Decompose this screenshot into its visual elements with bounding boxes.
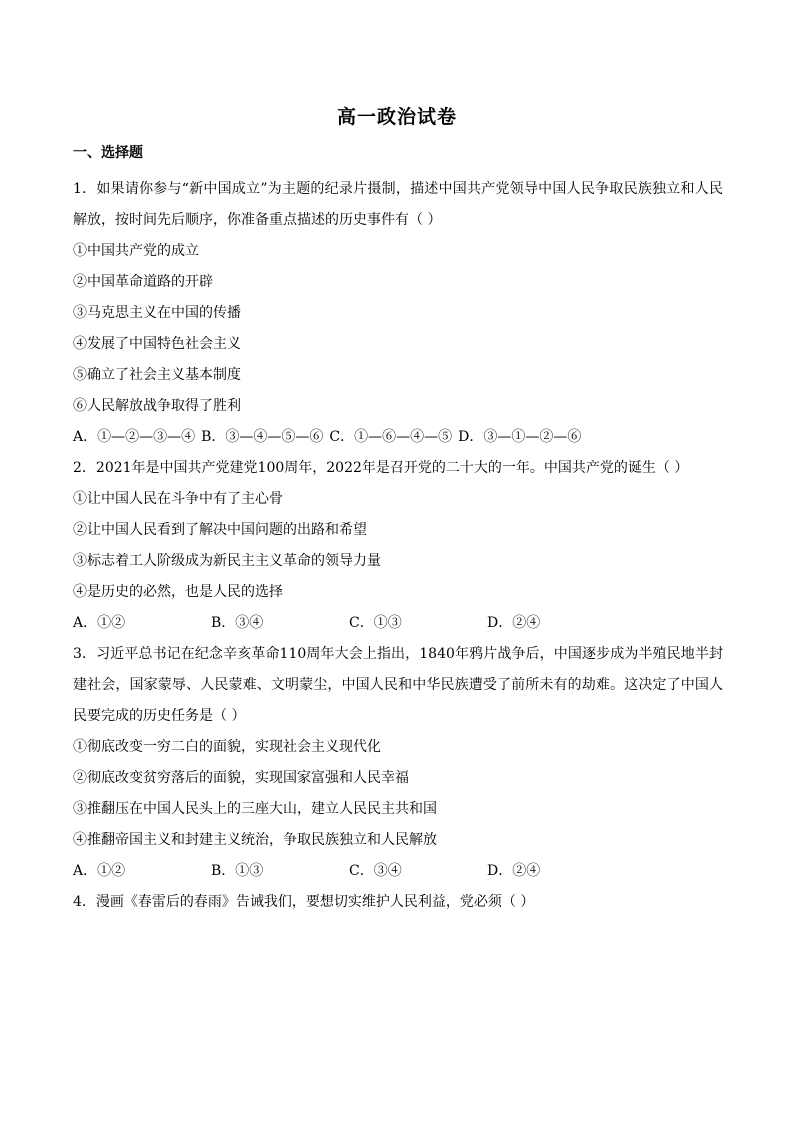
choice-d: D．②④ xyxy=(487,863,541,879)
option-item: ④发展了中国特色社会主义 xyxy=(73,336,241,352)
page-title: 高一政治试卷 xyxy=(336,106,457,128)
option-item: ③标志着工人阶级成为新民主主义革命的领导力量 xyxy=(73,553,381,569)
section-heading: 一、选择题 xyxy=(73,145,143,161)
option-item: ③推翻压在中国人民头上的三座大山，建立人民民主共和国 xyxy=(73,801,437,817)
question-stem: 1．如果请你参与“新中国成立”为主题的纪录片摄制，描述中国共产党领导中国人民争取民族独立和人民解放，按时间先后顺序，你准备重点描述的历史事件有（ ） xyxy=(73,181,723,228)
answer-choices xyxy=(73,856,723,887)
option-item: ①中国共产党的成立 xyxy=(73,243,199,259)
option-item: ⑤确立了社会主义基本制度 xyxy=(73,367,241,383)
option-item: ③马克思主义在中国的传播 xyxy=(73,305,241,321)
choice-d: D．③—①—②—⑥ xyxy=(458,429,582,445)
question-3 xyxy=(73,639,723,887)
option-item: ④推翻帝国主义和封建主义统治，争取民族独立和人民解放 xyxy=(73,832,437,848)
question-list xyxy=(73,174,723,918)
question-2 xyxy=(73,453,723,639)
question-1 xyxy=(73,174,723,453)
choice-d: D．②④ xyxy=(487,615,541,631)
option-item: ①彻底改变一穷二白的面貌，实现社会主义现代化 xyxy=(73,739,381,755)
question-4 xyxy=(73,887,723,918)
choice-b: B．③—④—⑤—⑥ xyxy=(201,429,324,445)
question-stem: 2．2021年是中国共产党建党100周年，2022年是召开党的二十大的一年。中国共产党的诞生（ ） xyxy=(73,460,689,476)
question-stem: 4．漫画《春雷后的春雨》告诫我们，要想切实维护人民利益，党必须（ ） xyxy=(73,894,535,910)
choice-a: A．①—②—③—④ xyxy=(73,429,196,445)
answer-choices xyxy=(73,608,723,639)
answer-choices xyxy=(73,422,723,453)
choice-c: C．①—⑥—④—⑤ xyxy=(329,429,453,445)
option-item: ②让中国人民看到了解决中国问题的出路和希望 xyxy=(73,522,367,538)
option-item: ②彻底改变贫穷落后的面貌，实现国家富强和人民幸福 xyxy=(73,770,409,786)
choice-c: C．③④ xyxy=(349,863,402,879)
choice-b: B．③④ xyxy=(211,615,264,631)
option-item: ①让中国人民在斗争中有了主心骨 xyxy=(73,491,283,507)
option-item: ②中国革命道路的开辟 xyxy=(73,274,213,290)
question-stem: 3．习近平总书记在纪念辛亥革命110周年大会上指出，1840年鸦片战争后，中国逐步成为半殖民地半封建社会，国家蒙辱、人民蒙难、文明蒙尘，中国人民和中华民族遭受了前所未有的劫难。这决定了中国人民要完成的历史任务是（ ） xyxy=(73,646,723,724)
option-item: ④是历史的必然，也是人民的选择 xyxy=(73,584,283,600)
choice-a: A．①② xyxy=(73,863,126,879)
choice-c: C．①③ xyxy=(349,615,402,631)
choice-b: B．①③ xyxy=(211,863,264,879)
choice-a: A．①② xyxy=(73,615,126,631)
option-item: ⑥人民解放战争取得了胜利 xyxy=(73,398,241,414)
